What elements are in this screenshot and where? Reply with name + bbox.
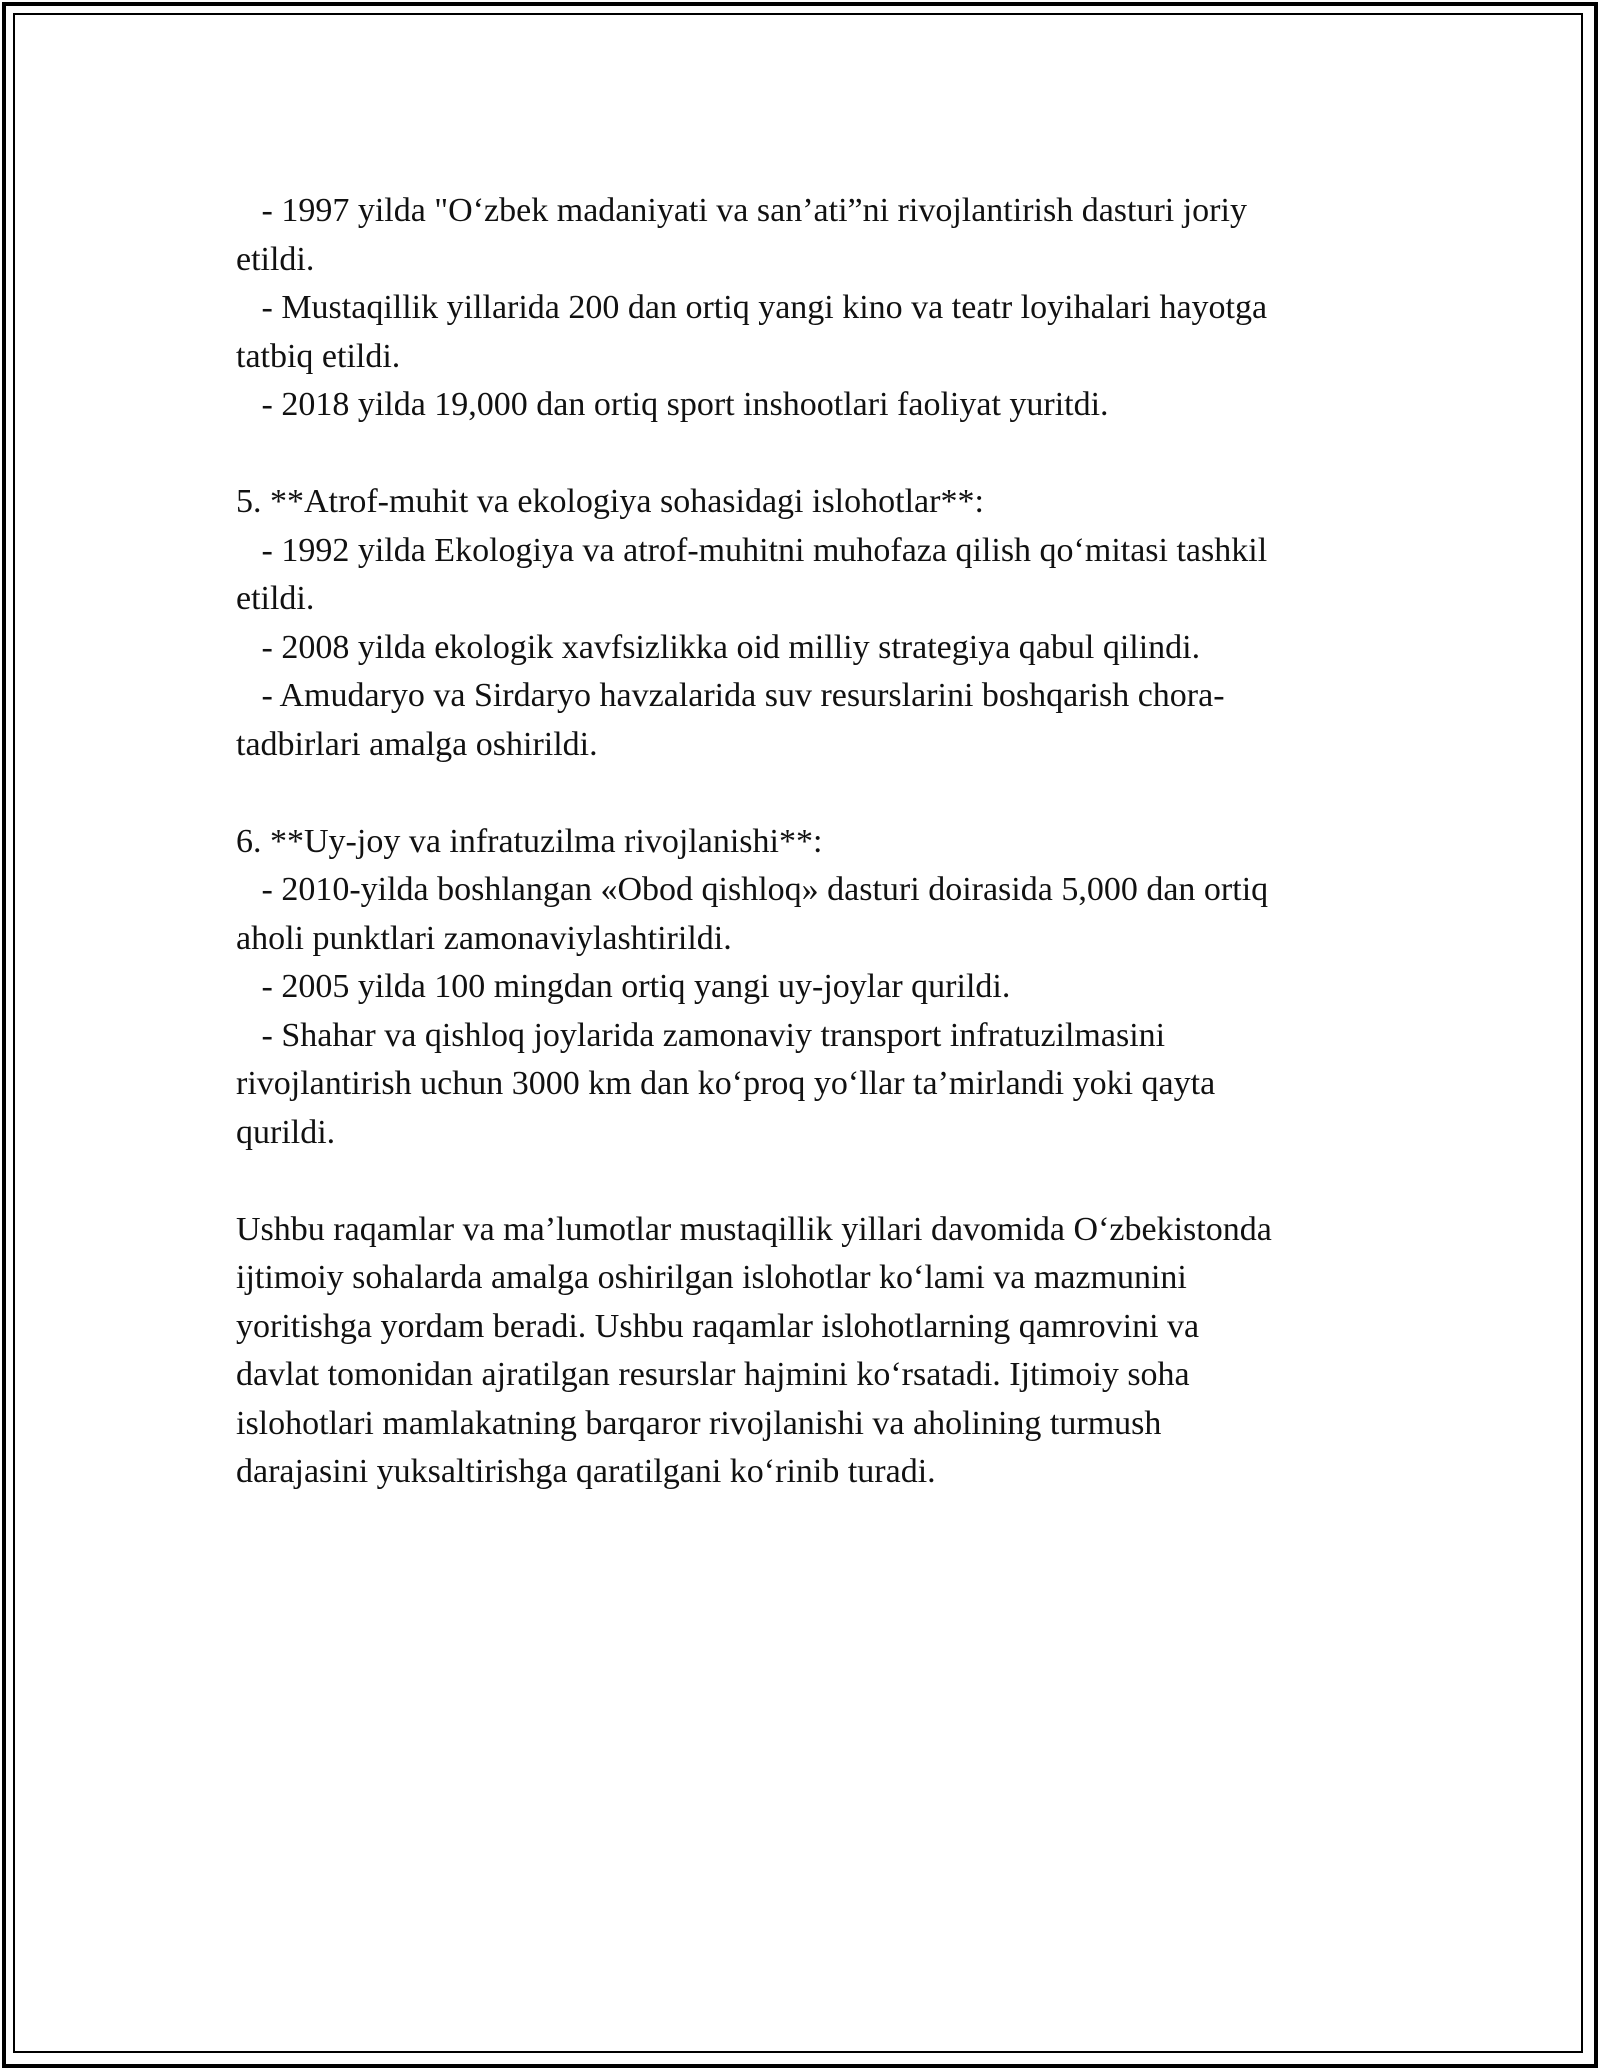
section-heading-6: 6. **Uy-joy va infratuzilma rivojlanishi**: xyxy=(236,822,823,860)
text-line: aholi punktlari zamonaviylashtirildi. xyxy=(236,919,732,957)
conclusion-line: davlat tomonidan ajratilgan resurslar hajmini ko‘rsatadi. Ijtimoiy soha xyxy=(236,1356,1190,1393)
text-line: - 2005 yilda 100 mingdan ortiq yangi uy-joylar qurildi. xyxy=(236,968,1011,1005)
paragraph-gap xyxy=(236,1157,1366,1206)
text-line: tatbiq etildi. xyxy=(236,337,401,375)
text-line: - Shahar va qishloq joylarida zamonaviy transport infratuzilmasini xyxy=(236,1016,1166,1054)
text-line: qurildi. xyxy=(236,1113,336,1151)
conclusion-line: Ushbu raqamlar va ma’lumotlar mustaqillik yillari davomida O‘zbekistonda xyxy=(236,1210,1272,1248)
paragraph-gap xyxy=(236,430,1366,479)
text-line: - 2008 yilda ekologik xavfsizlikka oid milliy strategiya qabul qilindi. xyxy=(236,628,1201,666)
paragraph-gap xyxy=(236,769,1366,818)
text-line: - 2018 yilda 19,000 dan ortiq sport inshootlari faoliyat yuritdi. xyxy=(236,386,1109,423)
conclusion-line: yoritishga yordam beradi. Ushbu raqamlar islohotlarning qamrovini va xyxy=(236,1307,1200,1345)
text-line: - Amudaryo va Sirdaryo havzalarida suv resurslarini boshqarish chora- xyxy=(236,677,1225,714)
document-body xyxy=(236,187,1366,1497)
conclusion-line: ijtimoiy sohalarda amalga oshirilgan islohotlar ko‘lami va mazmunini xyxy=(236,1259,1187,1296)
text-line: rivojlantirish uchun 3000 km dan ko‘proq yo‘llar ta’mirlandi yoki qayta xyxy=(236,1065,1216,1102)
conclusion-line: islohotlari mamlakatning barqaror rivojlanishi va aholining turmush xyxy=(236,1404,1162,1442)
text-line: tadbirlari amalga oshirildi. xyxy=(236,725,598,763)
text-line: - 1997 yilda "O‘zbek madaniyati va san’ati”ni rivojlantirish dasturi joriy xyxy=(236,192,1247,229)
text-line: etildi. xyxy=(236,580,315,617)
conclusion-line: darajasini yuksaltirishga qaratilgani ko‘rinib turadi. xyxy=(236,1453,936,1490)
text-line: - 2010-yilda boshlangan «Obod qishloq» dasturi doirasida 5,000 dan ortiq xyxy=(236,871,1269,908)
text-line: etildi. xyxy=(236,240,315,278)
text-line: - 1992 yilda Ekologiya va atrof-muhitni muhofaza qilish qo‘mitasi tashkil xyxy=(236,531,1268,569)
section-heading-5: 5. **Atrof-muhit va ekologiya sohasidagi islohotlar**: xyxy=(236,483,984,520)
text-line: - Mustaqillik yillarida 200 dan ortiq yangi kino va teatr loyihalari hayotga xyxy=(236,289,1268,326)
